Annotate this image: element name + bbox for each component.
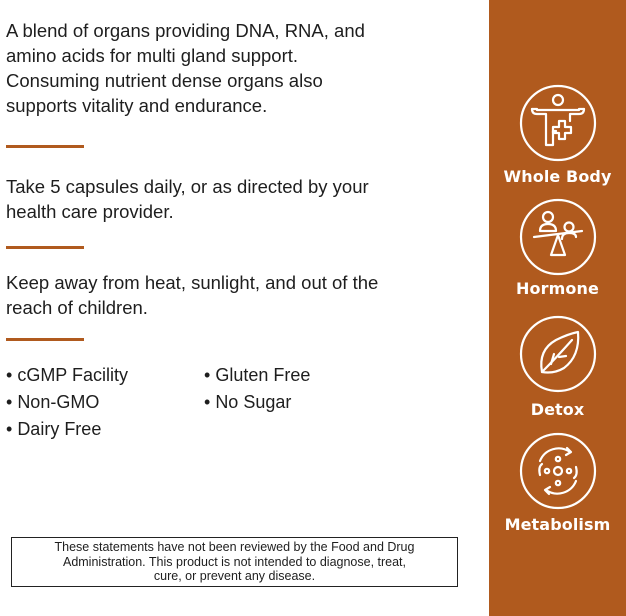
leaf-icon	[518, 314, 598, 394]
feature-column-left	[6, 362, 128, 443]
feature-column-right	[204, 362, 310, 416]
feature-item: • Dairy Free	[6, 416, 128, 443]
benefit-hormone	[489, 197, 626, 298]
benefit-whole-body	[489, 83, 626, 186]
benefit-label: Metabolism	[504, 515, 611, 534]
feature-item: • Gluten Free	[204, 362, 310, 389]
fda-disclaimer-box	[11, 537, 458, 587]
benefit-metabolism	[489, 431, 626, 534]
section-divider	[6, 145, 84, 148]
warning-line: Keep away from heat, sunlight, and out of the	[6, 272, 379, 293]
feature-item: • No Sugar	[204, 389, 310, 416]
feature-item: • Non-GMO	[6, 389, 128, 416]
benefit-label: Hormone	[516, 279, 599, 298]
disclaimer-line: cure, or prevent any disease.	[153, 569, 316, 583]
description-text	[6, 18, 476, 118]
benefit-detox	[489, 314, 626, 419]
benefit-label: Whole Body	[503, 167, 612, 186]
directions-text	[6, 174, 476, 224]
section-divider	[6, 338, 84, 341]
warning-text	[6, 270, 476, 320]
disclaimer-line: Administration. This product is not intended to diagnose, treat,	[62, 554, 407, 569]
description-line: amino acids for multi gland support.	[6, 45, 299, 66]
feature-item: • cGMP Facility	[6, 362, 128, 389]
directions-line: Take 5 capsules daily, or as directed by your	[6, 176, 369, 197]
description-line: A blend of organs providing DNA, RNA, and	[6, 20, 365, 41]
section-divider	[6, 246, 84, 249]
description-line: Consuming nutrient dense organs also	[6, 70, 323, 91]
balance-scale-icon	[518, 197, 598, 277]
disclaimer-line: These statements have not been reviewed by the Food and Drug	[54, 540, 415, 554]
benefit-label: Detox	[530, 400, 585, 419]
cycle-icon	[518, 431, 598, 511]
warning-line: reach of children.	[6, 297, 148, 318]
person-plus-icon	[518, 83, 598, 163]
directions-line: health care provider.	[6, 201, 174, 222]
benefits-sidebar	[489, 0, 626, 616]
description-line: supports vitality and endurance.	[6, 95, 268, 116]
